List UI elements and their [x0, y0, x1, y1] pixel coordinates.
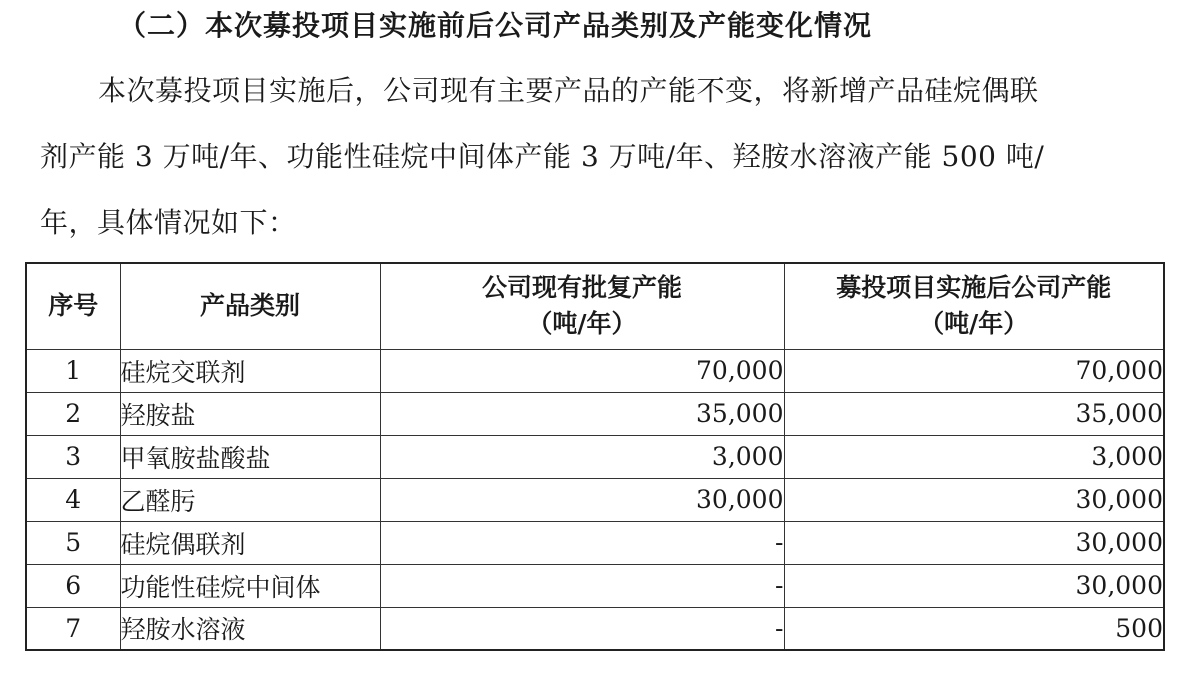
cell-no: 4 — [26, 478, 120, 521]
table-row — [26, 564, 1164, 607]
cell-after: 70,000 — [784, 349, 1164, 392]
cell-current: 30,000 — [380, 478, 784, 521]
header-current-title: 公司现有批复产能 — [481, 273, 682, 303]
cell-after: 30,000 — [784, 564, 1164, 607]
table-row — [26, 478, 1164, 521]
capacity-table — [25, 262, 1165, 651]
header-category: 产品类别 — [120, 263, 380, 349]
cell-no: 6 — [26, 564, 120, 607]
cell-current: - — [380, 521, 784, 564]
header-current-unit: （吨/年） — [527, 309, 637, 339]
cell-no: 5 — [26, 521, 120, 564]
table-row — [26, 349, 1164, 392]
cell-name: 功能性硅烷中间体 — [120, 564, 380, 607]
paragraph-line: 本次募投项目实施后，公司现有主要产品的产能不变，将新增产品硅烷偶联 — [98, 74, 1039, 107]
cell-current: 35,000 — [380, 392, 784, 435]
header-no: 序号 — [26, 263, 120, 349]
header-after-unit: （吨/年） — [919, 309, 1029, 339]
table-row — [26, 521, 1164, 564]
cell-after: 30,000 — [784, 521, 1164, 564]
cell-current: - — [380, 607, 784, 650]
cell-name: 硅烷交联剂 — [120, 349, 380, 392]
paragraph-line: 年，具体情况如下： — [40, 206, 297, 239]
cell-name: 乙醛肟 — [120, 478, 380, 521]
table-row — [26, 435, 1164, 478]
cell-no: 7 — [26, 607, 120, 650]
cell-current: - — [380, 564, 784, 607]
paragraph-line: 剂产能 3 万吨/年、功能性硅烷中间体产能 3 万吨/年、羟胺水溶液产能 500 吨/ — [40, 140, 1045, 173]
intro-paragraph — [40, 58, 1160, 256]
cell-no: 3 — [26, 435, 120, 478]
cell-name: 羟胺盐 — [120, 392, 380, 435]
table-header-row — [26, 263, 1164, 349]
section-heading: （二）本次募投项目实施前后公司产品类别及产能变化情况 — [118, 9, 873, 42]
cell-name: 羟胺水溶液 — [120, 607, 380, 650]
cell-after: 500 — [784, 607, 1164, 650]
cell-after: 35,000 — [784, 392, 1164, 435]
cell-no: 1 — [26, 349, 120, 392]
header-after-capacity — [784, 263, 1164, 349]
cell-current: 70,000 — [380, 349, 784, 392]
table-row — [26, 392, 1164, 435]
cell-name: 硅烷偶联剂 — [120, 521, 380, 564]
cell-no: 2 — [26, 392, 120, 435]
table-row — [26, 607, 1164, 650]
cell-current: 3,000 — [380, 435, 784, 478]
cell-name: 甲氧胺盐酸盐 — [120, 435, 380, 478]
header-current-capacity — [380, 263, 784, 349]
cell-after: 30,000 — [784, 478, 1164, 521]
cell-after: 3,000 — [784, 435, 1164, 478]
header-after-title: 募投项目实施后公司产能 — [836, 273, 1112, 303]
